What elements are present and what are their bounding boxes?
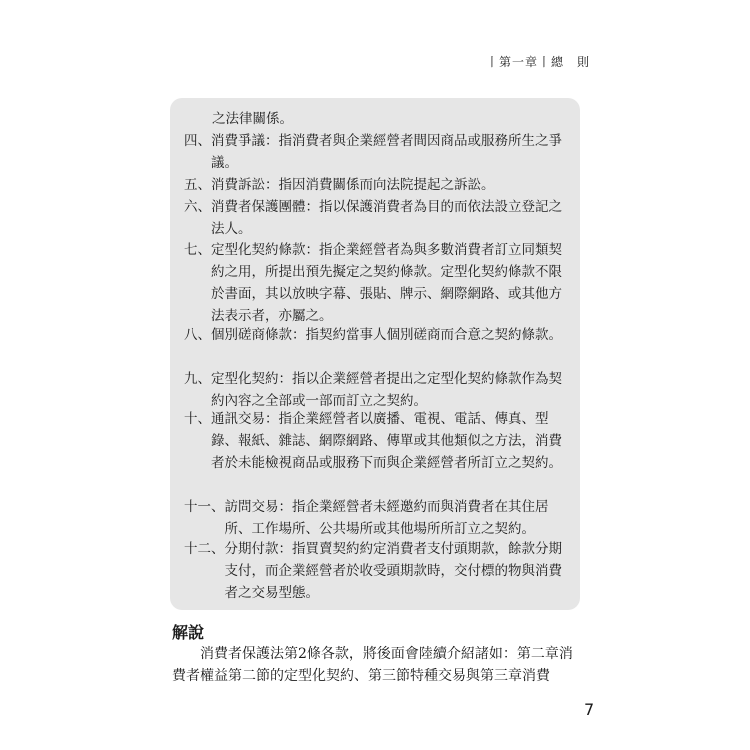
- list-item: [184, 408, 574, 474]
- continuation-text: 之法律關係。: [212, 111, 293, 127]
- list-item: [184, 324, 574, 346]
- item-text: 消費者保護團體：指以保護消費者為目的而依法設立登記之法人。: [211, 199, 562, 237]
- note-paragraph: 消費者保護法第2條各款，將後面會陸續介紹諸如：第二章消費者權益第二節的定型化契約、第三節特種交易與第三章消費: [172, 646, 573, 684]
- running-header: 丨第一章丨總 則: [485, 55, 590, 69]
- item-number: 十二、: [184, 541, 225, 557]
- note-title: 解說: [172, 623, 205, 642]
- list-item: [184, 174, 574, 196]
- list-item: [184, 239, 574, 327]
- item-number: 十、: [184, 411, 211, 427]
- item-text: 消費訴訟：指因消費關係而向法院提起之訴訟。: [211, 177, 495, 193]
- list-item: [184, 196, 574, 240]
- list-item: [184, 538, 574, 604]
- item-text: 分期付款：指買賣契約約定消費者支付頭期款，餘款分期支付，而企業經營者於收受頭期款時，交付標的物與消費者之交易型態。: [224, 541, 562, 601]
- continuation-line: [212, 108, 602, 130]
- list-item: [184, 496, 574, 540]
- list-item: [184, 130, 574, 174]
- item-number: 四、: [184, 133, 211, 149]
- item-text: 個別磋商條款：指契約當事人個別磋商而合意之契約條款。: [211, 327, 562, 343]
- item-text: 定型化契約：指以企業經營者提出之定型化契約條款作為契約內容之全部或一部而訂立之契約。: [211, 371, 562, 409]
- item-text: 消費爭議：指消費者與企業經營者間因商品或服務所生之爭議。: [211, 133, 562, 171]
- item-number: 七、: [184, 242, 211, 258]
- item-text: 通訊交易：指企業經營者以廣播、電視、電話、傳真、型錄、報紙、雜誌、網際網路、傳單或其他類似之方法，消費者於未能檢視商品或服務下而與企業經營者所訂立之契約。: [211, 411, 562, 471]
- item-text: 訪問交易：指企業經營者未經邀約而與消費者在其住居所、工作場所、公共場所或其他場所所訂立之契約。: [224, 499, 549, 537]
- item-number: 六、: [184, 199, 211, 215]
- page-number: 7: [584, 700, 595, 719]
- item-number: 八、: [184, 327, 211, 343]
- item-text: 定型化契約條款：指企業經營者為與多數消費者訂立同類契約之用，所提出預先擬定之契約條款。定型化契約條款不限於書面，其以放映字幕、張貼、牌示、網際網路、或其他方法表示者，亦屬之。: [211, 242, 562, 324]
- item-number: 十一、: [184, 499, 225, 515]
- item-number: 九、: [184, 371, 211, 387]
- item-number: 五、: [184, 177, 211, 193]
- list-item: [184, 368, 574, 412]
